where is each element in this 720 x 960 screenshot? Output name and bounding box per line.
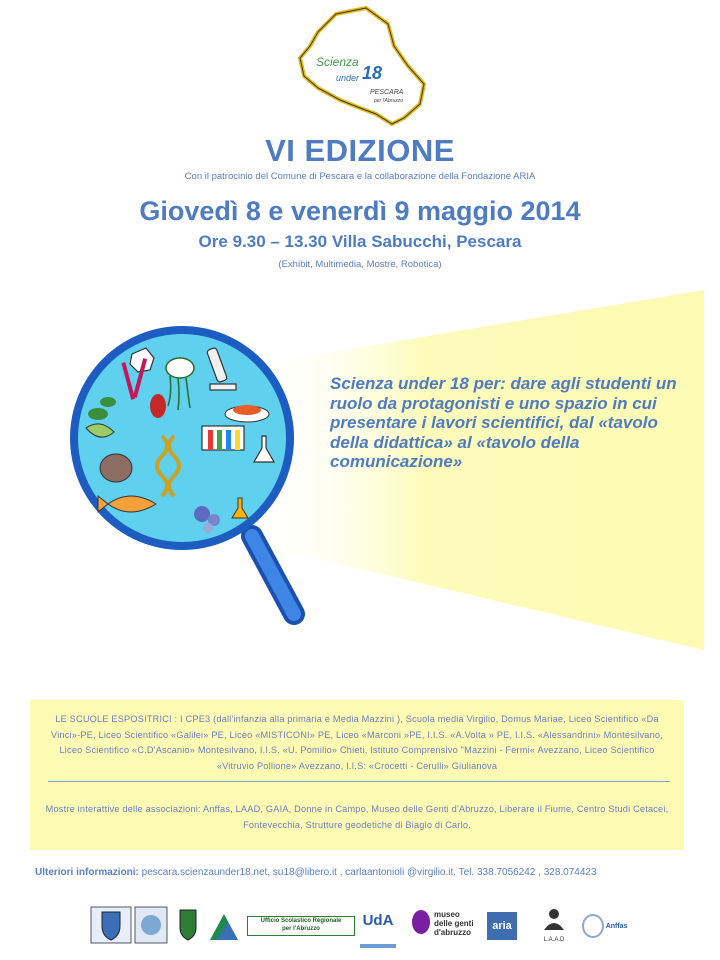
hours-location: Ore 9.30 – 13.30 Villa Sabucchi, Pescara [198, 232, 522, 251]
tagline: Scienza under 18 per: dare agli studenti un ruolo da protagonisti e uno spazio in cui presentare i lavori scientifici, dal «tavolo della didattica» al «tavolo della comunicazione» [330, 374, 677, 471]
patronage-line: Con il patrocinio del Comune di Pescara e la collaborazione della Fondazione ARIA [184, 171, 536, 182]
associations-text: Mostre interattive delle associazioni: Anffas, LAAD, GAIA, Donne in Campo, Museo delle Genti d'Abruzzo, Liberare il Fiume, Centro Studi Cetacei, Fontevecchia, Strutture geodetiche di Biagio di Carlo. [45, 804, 669, 830]
contact-label: Ulteriori informazioni: [35, 867, 139, 878]
contact-info [35, 867, 715, 878]
edition-title: VI EDIZIONE [265, 133, 455, 168]
scienza-under-18-logo [296, 6, 430, 128]
svg-text:PESCARA: PESCARA [370, 89, 404, 96]
aria-logo: aria [487, 912, 517, 940]
laad-figure-icon [536, 908, 572, 932]
pot-icon [100, 454, 132, 482]
magnifier-handle [252, 536, 294, 614]
ufficio-scolastico-logo: Ufficio Scolastico Regionale per l'Abruzzo [247, 916, 355, 936]
regione-abruzzo-icon [206, 906, 242, 944]
event-dates: Giovedì 8 e venerdì 9 maggio 2014 [139, 196, 581, 226]
panel-divider [48, 781, 670, 782]
activity-types: (Exhibit, Multimedia, Mostre, Robotica) [278, 259, 442, 270]
magnifying-glass-illustration [62, 318, 322, 628]
svg-text:under: under [336, 73, 360, 83]
svg-text:18: 18 [362, 63, 383, 83]
provincia-crest-icon [174, 906, 202, 944]
museo-genti-logo: museo delle genti d'abruzzo [412, 910, 492, 948]
svg-text:Scienza: Scienza [316, 55, 359, 69]
exhibiting-schools: LE SCUOLE ESPOSITRICI : I CPE3 (dall'infanzia alla primaria e Media Mazzini ), Scuola media Virgilio, Domus Mariae, Liceo Scientifico «Da Vinci»-PE, Liceo Scientifico «Galilei» PE, Liceo «MISTICONI» PE, Liceo «Marconi »PE, I.I.S. «A.Volta » PE, I.I.S. «Alessandrini» Montesilvano, Liceo Scientifico «C.D'Ascanio» Montesilvano, I.I.S. «U. Pomilio» Chieti, Istituto Comprensivo "Mazzini - Fermi« Avezzano, Liceo Scientifico «Vitruvio Pollione» Avezzano, I.I.S: «Crocetti - Cerulli» Giulianova [51, 714, 663, 771]
anffas-logo: Anffas [582, 914, 632, 952]
uda-logo: UdA [360, 906, 396, 948]
svg-text:per l'Abruzzo: per l'Abruzzo [374, 98, 404, 104]
test-tubes-icon [202, 426, 244, 450]
pescara-crest-icon [90, 906, 132, 944]
pescara-emblem-icon [134, 906, 168, 944]
contact-details[interactable]: pescara.scienzaunder18.net, su18@libero.it , carlaantonioli @virgilio.it, Tel. 338.7056242 , 328.074423 [138, 867, 597, 878]
laad-logo: L.A.A.D [536, 908, 572, 946]
